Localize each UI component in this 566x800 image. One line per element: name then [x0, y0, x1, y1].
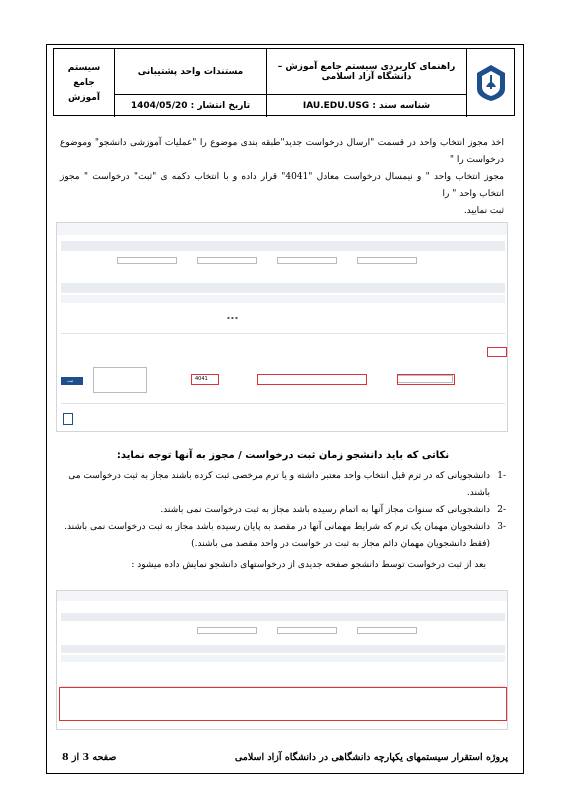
university-logo-icon — [474, 63, 508, 103]
system-name — [54, 49, 114, 117]
screenshot-footer-line — [61, 403, 505, 404]
screenshot-table-columns — [61, 655, 505, 662]
intro-line-1: اخذ مجوز انتخاب واحد در قسمت "ارسال درخواست جدید"طبقه بندی موضوع را "عملیات آموزشی دانشجو" وموضوع درخواست را " — [60, 138, 504, 165]
intro-line-3: ثبت نمایید. — [463, 206, 504, 216]
description-box — [93, 367, 147, 393]
footer-project: پروژه استقرار سیستمهای یکپارچه دانشگاهی در دانشگاه آزاد اسلامی — [234, 752, 508, 763]
screenshot-field — [197, 257, 257, 264]
screenshot-table-header — [61, 283, 505, 293]
screenshot-row-line — [61, 333, 505, 334]
university-logo — [466, 49, 514, 117]
footer-page-number: صفحه 3 از 8 — [62, 752, 117, 763]
new-request-row-highlight — [59, 687, 507, 721]
semester-value: 4041 — [195, 376, 208, 382]
screenshot-field — [277, 627, 337, 634]
screenshot-table-header — [61, 645, 505, 653]
screenshot-field — [197, 627, 257, 634]
page-footer — [62, 752, 508, 763]
doc-id: شناسه سند : IAU.EDU.USG — [266, 95, 466, 117]
screenshot-section-bar — [61, 613, 505, 621]
publish-date: تاریخ انتشار : 1404/05/20 — [114, 95, 266, 117]
after-submit-text: بعد از ثبت درخواست توسط دانشجو صفحه جدیدی از درخواستهای دانشجو نمایش داده میشود : — [131, 560, 486, 570]
system-name-line2: جامع — [73, 77, 95, 88]
request-list-screenshot — [56, 590, 508, 730]
screenshot-field — [357, 257, 417, 264]
screenshot-field — [277, 257, 337, 264]
document-header — [53, 48, 515, 116]
submit-button-label: ثبت — [67, 378, 74, 383]
new-request-tab-highlight — [487, 347, 507, 357]
screenshot-cell: ▪ ▪ ▪ — [227, 315, 238, 320]
guide-title: راهنمای کاربردی سیستم جامع آموزش –دانشگاه آزاد اسلامی — [266, 49, 466, 95]
note-item: -2 دانشجویانی که سنوات مجاز آنها به اتمام رسیده باشد مجاز به ثبت درخواست نمی باشند. — [160, 505, 506, 515]
system-name-line3: آموزش — [68, 92, 100, 103]
request-form-screenshot — [56, 222, 508, 432]
note-item: -1 دانشجویانی که در ترم قبل انتخاب واحد معتبر داشته و یا ترم مرخصی ثبت کرده باشند مجاز به ثبت درخواست می باشند. — [68, 471, 506, 498]
intro-line-2: مجوز انتخاب واحد " و نیمسال درخواست معادل "4041" قرار داده و با انتخاب دکمه ی "ثبت" درخواست " مجوز انتخاب واحد " را — [60, 172, 504, 199]
screenshot-topbar — [57, 223, 507, 235]
screenshot-topbar — [57, 591, 507, 601]
notes-list — [58, 468, 506, 553]
intro-paragraph — [60, 135, 504, 220]
screenshot-section-bar — [61, 241, 505, 251]
category-highlight — [397, 374, 455, 385]
screenshot-table-columns — [61, 295, 505, 303]
screenshot-field — [357, 627, 417, 634]
notes-heading: نکاتی که باید دانشجو زمان ثبت درخواست / مجوز به آنها توجه نماید: — [116, 450, 450, 461]
note-item: -3 دانشجویان مهمان یک ترم که شرایط مهمانی آنها در مقصد به پایان رسیده باشد مجاز به ثبت درخواست نمی باشند.(فقط دانشجویان مهمان دائم مجاز به ثبت در خواست در واحد مقصد می باشند.) — [64, 522, 506, 549]
subject-highlight — [257, 374, 367, 385]
docs-title: مستندات واحد پشتیبانی — [114, 49, 266, 95]
screenshot-footer-logo — [63, 413, 73, 425]
system-name-line1: سیستم — [67, 62, 101, 73]
screenshot-field — [117, 257, 177, 264]
